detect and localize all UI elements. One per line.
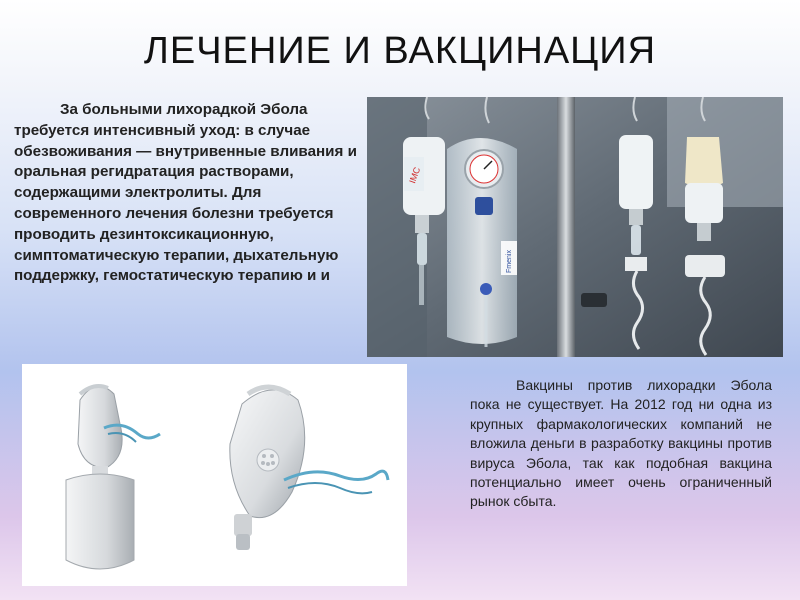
svg-text:IMC: IMC [407,165,423,185]
vaccine-paragraph: Вакцины против лихорадки Эбола пока не существует. На 2012 год ни одна из крупных фармакологических компаний не вложила деньги в разработку вакцины против вируса Эбола, так как подобная вакцина потенциально имеет очень ограниченный рынок сбыта. [470,377,772,510]
svg-text:Fmenix: Fmenix [506,250,513,273]
oxygen-masks-photo [22,364,407,586]
slide-title: ЛЕЧЕНИЕ И ВАКЦИНАЦИЯ [143,30,657,72]
oxygen-masks-illustration [22,364,407,586]
iv-drip-photo [367,97,783,357]
iv-drip-bags-illustration [367,97,783,357]
treatment-paragraph: За больными лихорадкой Эбола требуется интенсивный уход: в случае обезвоживания — внутривенные вливания и оральная регидратация растворами, содержащими электролиты. Для современного лечения болезни требуется проводить дезинтоксикационную, симптоматическую терапии, дыхательную поддержку, гемостатическую терапию и и [14,101,357,285]
